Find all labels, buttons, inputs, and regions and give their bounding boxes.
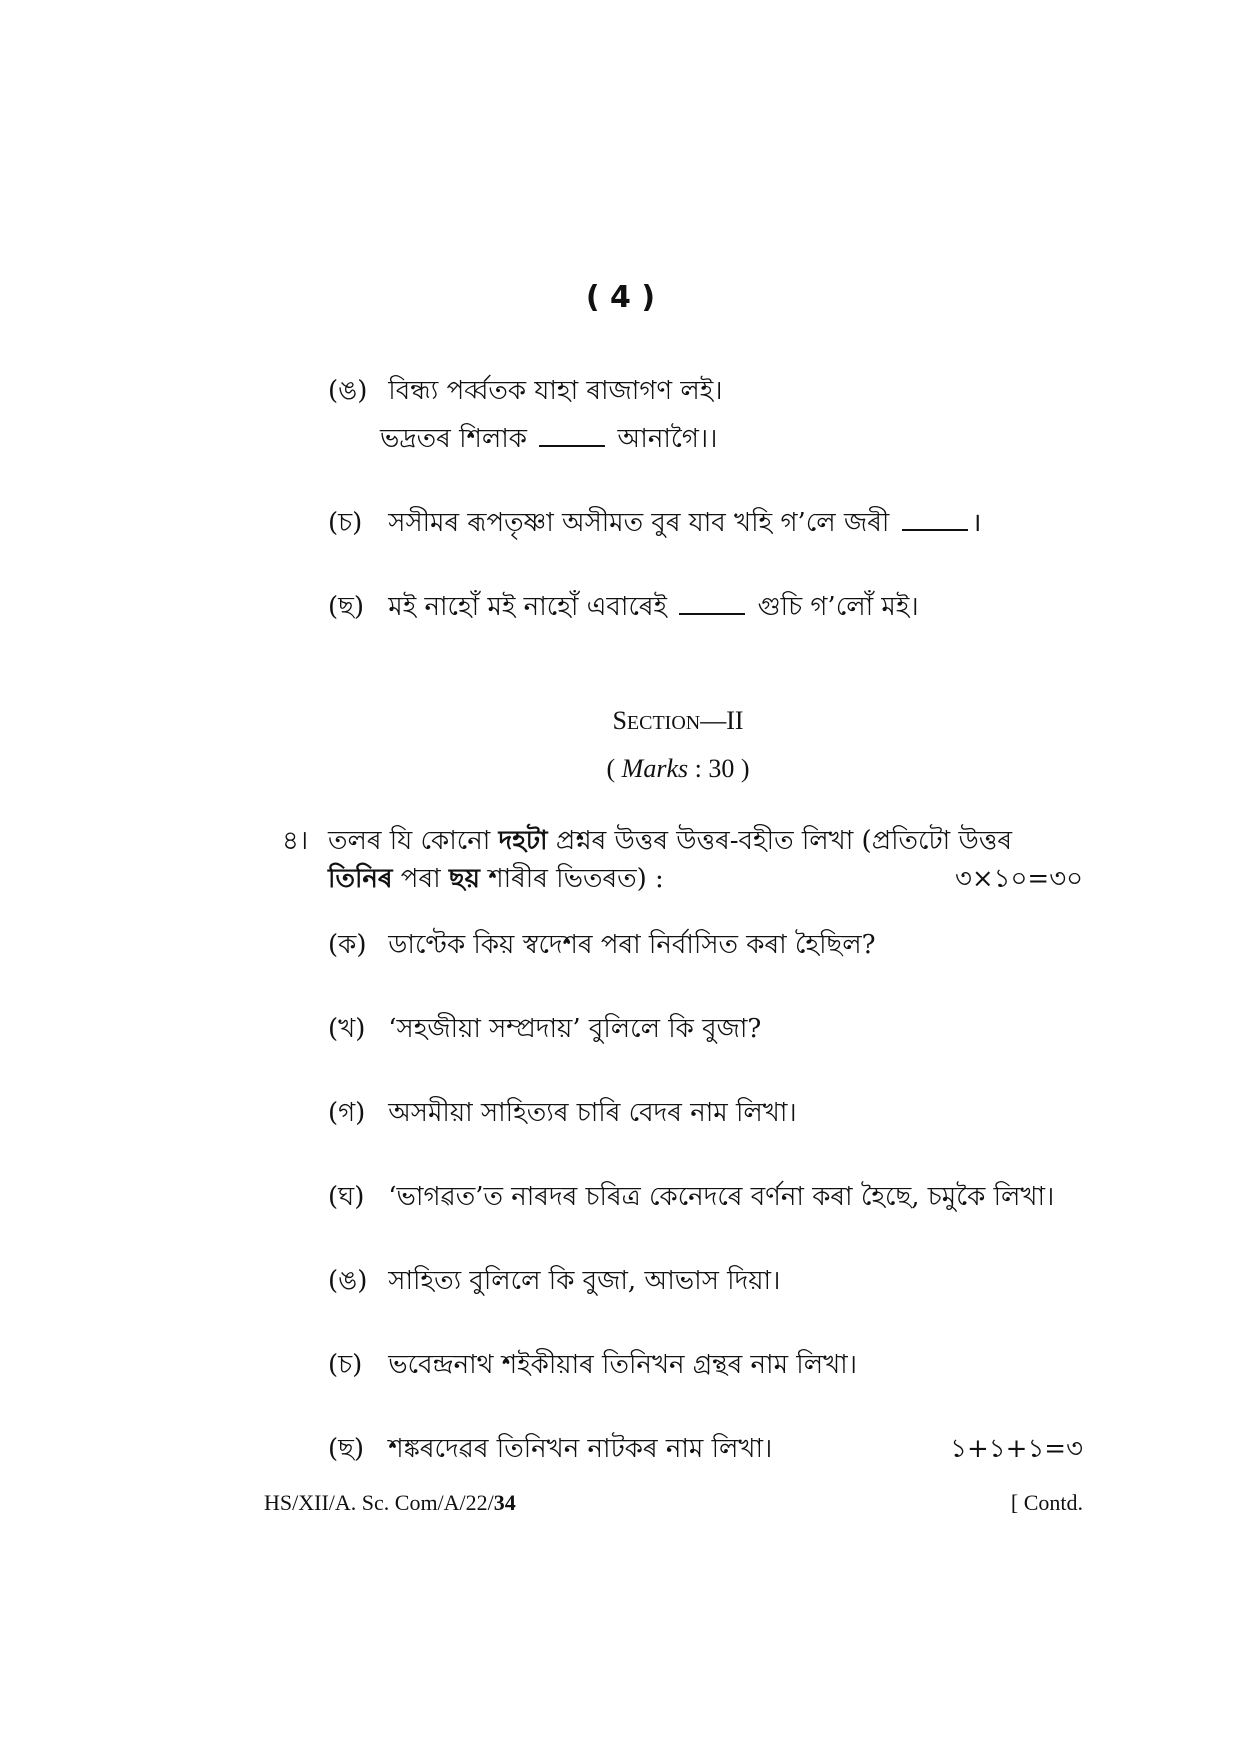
item-label: (চ)	[328, 508, 363, 538]
paper-code: HS/XII/A. Sc. Com/A/22/34	[264, 1490, 516, 1515]
item-text: ।	[971, 508, 982, 538]
question-text-line2: তিনিৰ পৰা ছয় শাৰীৰ ভিতৰত) :	[328, 864, 664, 894]
item-label: (খ)	[328, 1014, 366, 1044]
question-text: তলৰ যি কোনো দহটা প্ৰশ্নৰ উত্তৰ উত্তৰ-বহীত লিখা (প্ৰতিটো উত্তৰ	[328, 826, 1012, 856]
continued-marker: [ Contd.	[1010, 1490, 1083, 1515]
item-text: ভদ্ৰতৰ শিলাক	[380, 424, 527, 454]
question-item	[328, 586, 919, 630]
item-marks: ১+১+১=৩	[950, 1434, 1083, 1464]
question-item	[328, 502, 981, 546]
question-item	[328, 1008, 761, 1052]
item-text: গুচি গ’লোঁ মই।	[757, 592, 919, 622]
item-label: (ঙ)	[328, 376, 368, 406]
item-text: সাহিত্য বুলিলে কি বুজা, আভাস দিয়া।	[388, 1266, 781, 1296]
item-label: (ছ)	[328, 592, 365, 622]
question-item	[328, 1176, 1054, 1220]
question-item	[328, 1428, 772, 1472]
item-label: (ঙ)	[328, 1266, 368, 1296]
item-text: বিন্ধ্য পৰ্ব্বতক যাহা ৰাজাগণ লই।	[388, 376, 723, 406]
fill-blank	[679, 591, 745, 615]
fill-blank	[902, 507, 968, 531]
question-item	[328, 1260, 780, 1304]
item-text: আনাগৈ।।	[617, 424, 718, 454]
page-number: ( 4 )	[585, 280, 656, 315]
section-title: SECTION—II	[612, 706, 744, 735]
question-marks: ৩×১০=৩০	[954, 864, 1083, 894]
item-text: সসীমৰ ৰূপতৃষ্ণা অসীমত বুৰ যাব খহি গ’লে জৰী	[388, 508, 890, 538]
question-item	[328, 924, 876, 968]
question-item	[328, 370, 723, 414]
question-item-continuation	[380, 418, 717, 462]
fill-blank	[539, 423, 605, 447]
question-item	[328, 1344, 857, 1388]
section-marks: ( Marks : 30 )	[606, 754, 750, 783]
item-text: ‘ভাগৱত’ত নাৰদৰ চৰিত্ৰ কেনেদৰে বৰ্ণনা কৰা হৈছে, চমুকৈ লিখা।	[388, 1182, 1055, 1212]
item-text: মই নাহোঁ মই নাহোঁ এবাৰেই	[388, 592, 668, 622]
item-label: (ছ)	[328, 1434, 365, 1464]
item-text: শঙ্কৰদেৱৰ তিনিখন নাটকৰ নাম লিখা।	[388, 1434, 773, 1464]
question-item	[328, 1092, 797, 1136]
item-text: অসমীয়া সাহিত্যৰ চাৰি বেদৰ নাম লিখা।	[388, 1098, 797, 1128]
item-text: ডাণ্টেক কিয় স্বদেশৰ পৰা নিৰ্বাসিত কৰা হৈছিল?	[388, 930, 876, 960]
question-number: ৪।	[282, 826, 309, 856]
item-label: (ঘ)	[328, 1182, 365, 1212]
item-text: ভবেন্দ্ৰনাথ শইকীয়াৰ তিনিখন গ্ৰন্থৰ নাম লিখা।	[388, 1350, 858, 1380]
item-text: ‘সহজীয়া সম্প্ৰদায়’ বুলিলে কি বুজা?	[388, 1014, 762, 1044]
item-label: (চ)	[328, 1350, 363, 1380]
item-label: (গ)	[328, 1098, 366, 1128]
item-label: (ক)	[328, 930, 367, 960]
